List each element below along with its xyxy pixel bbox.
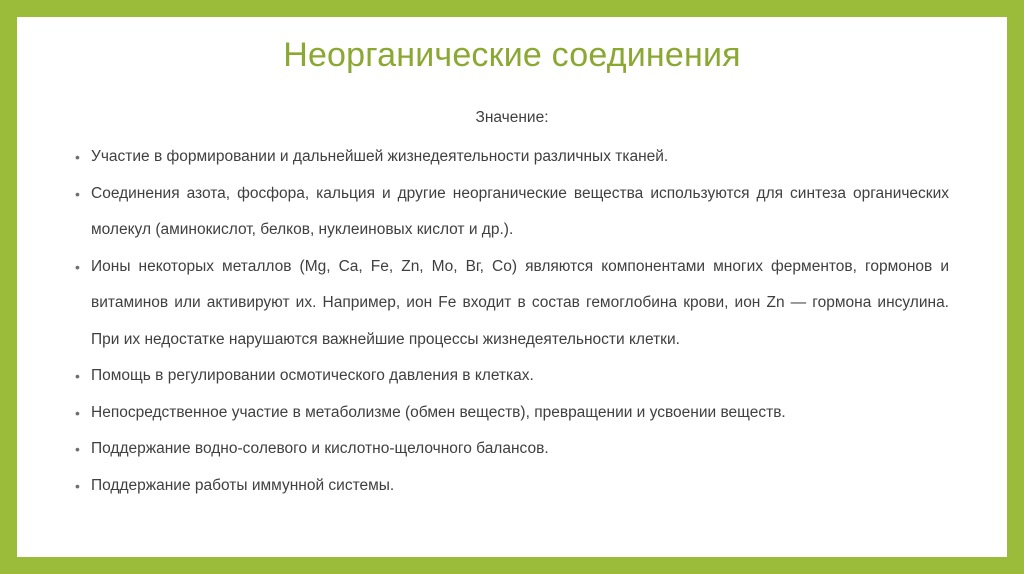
bullet-icon: • [75,185,80,202]
bullet-icon: • [75,258,80,275]
bullet-text: Соединения азота, фосфора, кальция и другие неорганические вещества используются для синтеза органических молекул (аминокислот, белков, нуклеиновых кислот и др.). [91,184,949,238]
bullet-text: Поддержание работы иммунной системы. [91,476,395,494]
bullet-text: Непосредственное участие в метаболизме (обмен веществ), превращении и усвоении веществ. [91,403,786,421]
slide-subtitle: Значение: [475,109,549,126]
list-item [75,176,949,249]
list-item [75,468,949,505]
bullet-icon: • [75,368,80,384]
slide-title: Неорганические соединения [283,36,741,74]
bullet-text: Ионы некоторых металлов (Mg, Ca, Fe, Zn, Mo, Вг, Со) являются компонентами многих ферментов, гормонов и витаминов или активируют их. Например, ион Fe входит в состав гемоглобина крови, ион Zn — гормона инсулина. При их недостатке нарушаются важнейшие процессы жизнедеятельности клетки. [91,257,949,348]
bullet-list [75,139,949,504]
list-item [75,249,949,359]
bullet-icon: • [75,477,80,494]
bullet-icon: • [75,441,80,457]
bullet-icon: • [75,404,80,421]
bullet-text: Поддержание водно-солевого и кислотно-щелочного балансов. [91,440,549,457]
list-item [75,395,949,432]
bullet-text: Участие в формировании и дальнейшей жизнедеятельности различных тканей. [91,148,669,165]
list-item [75,431,949,468]
bullet-icon: • [75,149,80,165]
bullet-text: Помощь в регулировании осмотического давления в клетках. [91,367,534,384]
list-item [75,358,949,395]
list-item [75,139,949,176]
